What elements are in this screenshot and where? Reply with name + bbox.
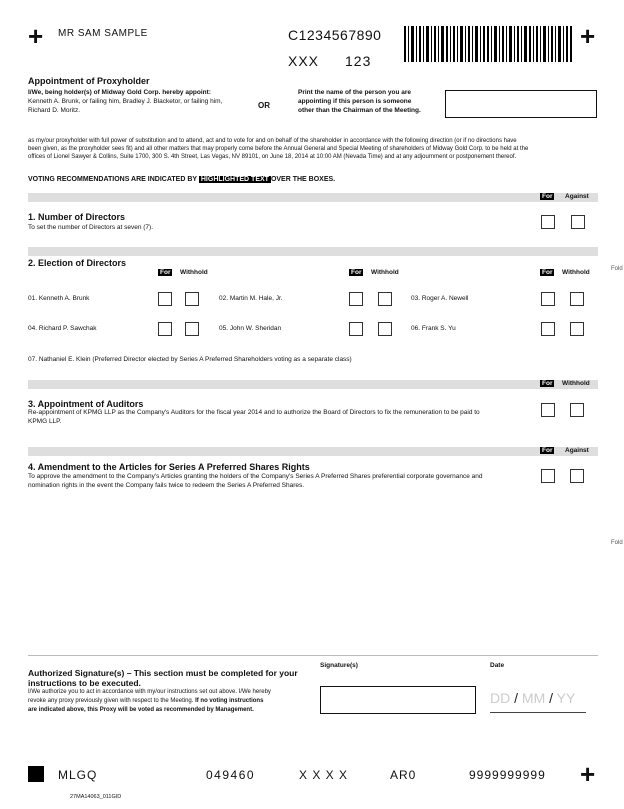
- signature-text-2a: revoke any proxy previously given with respect to the Meeting.: [28, 698, 194, 704]
- signature-divider: [28, 655, 598, 656]
- nominee-02: 02. Martin M. Hale, Jr.: [219, 295, 283, 302]
- nominee-05: 05. John W. Sheridan: [219, 325, 282, 332]
- r4-for-checkbox[interactable]: [541, 469, 555, 483]
- signature-input[interactable]: [320, 686, 476, 714]
- proxy-line2: Kenneth A. Brunk, or failing him, Bradley J. Blacketor, or failing him,: [28, 98, 223, 105]
- nominee-02-withhold-checkbox[interactable]: [378, 292, 392, 306]
- r4-desc2: nomination rights in the event the Company fails twice to redeem the Series A Preferred Shares.: [28, 482, 305, 489]
- band-r2: [28, 247, 598, 256]
- r3-desc2: KPMG LLP.: [28, 418, 62, 425]
- r2-col1-withhold-header: Withhold: [180, 269, 208, 276]
- barcode: [404, 26, 574, 62]
- footer-code-5: 9999999999: [469, 768, 546, 782]
- band-r3: [28, 380, 598, 389]
- print-name-1: Print the name of the person you are: [298, 89, 412, 96]
- r4-against-checkbox[interactable]: [570, 469, 584, 483]
- registration-mark-top-right: +: [580, 21, 596, 51]
- proxy-para2: been given, as the proxyholder sees fit) and all other matters that may properly come before the Annual General and Special Meeting of shareholders of Midway Gold Corp. to be held at the: [28, 146, 529, 152]
- proxy-line3: Richard D. Moritz.: [28, 107, 81, 114]
- control-number: C1234567890: [288, 27, 382, 43]
- footer-code-2: 049460: [206, 768, 256, 782]
- footer-code-3: X X X X: [299, 768, 349, 782]
- nominee-06-for-checkbox[interactable]: [541, 322, 555, 336]
- form-id: 27MA14063_011GID: [70, 794, 122, 800]
- proxy-para1: as my/our proxyholder with full power of substitution and to attend, act and to vote for and on behalf of the shareholder in accordance with the following direction (or if no directions have: [28, 138, 517, 144]
- nominee-03: 03. Roger A. Newell: [411, 295, 469, 302]
- signature-title-2: instructions to be executed.: [28, 678, 141, 688]
- code-right: 123: [345, 53, 372, 69]
- nominee-03-for-checkbox[interactable]: [541, 292, 555, 306]
- date-dd: DD: [490, 690, 511, 706]
- r4-against-header: Against: [565, 447, 589, 454]
- r3-withhold-header: Withhold: [562, 380, 590, 387]
- date-input[interactable]: [490, 690, 586, 713]
- print-name-3: other than the Chairman of the Meeting.: [298, 107, 421, 114]
- nominee-01-for-checkbox[interactable]: [158, 292, 172, 306]
- shareholder-name: MR SAM SAMPLE: [58, 28, 148, 39]
- band-r4: [28, 447, 598, 456]
- r2-col2-withhold-header: Withhold: [371, 269, 399, 276]
- signature-label: Signature(s): [320, 662, 358, 669]
- voting-recommendation: [28, 176, 335, 183]
- signature-text-1: I/We authorize you to act in accordance with my/our instructions set out above. I/We hereby: [28, 689, 271, 695]
- signature-text-2: [28, 698, 263, 704]
- footer-square-mark: [28, 766, 44, 782]
- proxy-para3: offices of Lionel Sawyer & Collins, Suite 1700, 300 S. 4th Street, Las Vegas, NV 89101, on June 18, 2014 at 10:00 AM (Nevada Time) and at any adjournment or postponement thereof.: [28, 154, 517, 160]
- r1-against-checkbox[interactable]: [571, 215, 585, 229]
- nominee-06-withhold-checkbox[interactable]: [570, 322, 584, 336]
- print-name-2: appointing if this person is someone: [298, 98, 412, 105]
- registration-mark-top-left: +: [28, 21, 44, 51]
- r3-for-checkbox[interactable]: [541, 403, 555, 417]
- r1-against-header: Against: [565, 193, 589, 200]
- nominee-03-withhold-checkbox[interactable]: [570, 292, 584, 306]
- voting-rec-suffix: OVER THE BOXES.: [270, 176, 336, 183]
- r1-desc: To set the number of Directors at seven (7).: [28, 224, 153, 231]
- fold-label-1: Fold: [611, 266, 623, 272]
- nominee-02-for-checkbox[interactable]: [349, 292, 363, 306]
- voting-rec-highlight: HIGHLIGHTED TEXT: [200, 176, 269, 183]
- nominee-04-for-checkbox[interactable]: [158, 322, 172, 336]
- nominee-06: 06. Frank S. Yu: [411, 325, 456, 332]
- voting-rec-prefix: VOTING RECOMMENDATIONS ARE INDICATED BY: [28, 176, 197, 183]
- proxy-title: Appointment of Proxyholder: [28, 76, 150, 86]
- nominee-04: 04. Richard P. Sawchak: [28, 325, 97, 332]
- r4-desc1: To approve the amendment to the Company's Articles granting the holders of the Company's Series A Preferred Shares preferential corporate governance and: [28, 473, 483, 480]
- r2-col1-for-header: For: [160, 269, 171, 276]
- signature-title-1: Authorized Signature(s) – This section must be completed for your: [28, 668, 298, 678]
- r2-title: 2. Election of Directors: [28, 258, 127, 268]
- or-label: OR: [258, 101, 270, 110]
- r4-for-header: For: [542, 447, 553, 454]
- r1-for-checkbox[interactable]: [541, 215, 555, 229]
- nominee-04-withhold-checkbox[interactable]: [185, 322, 199, 336]
- r2-col3-withhold-header: Withhold: [562, 269, 590, 276]
- date-yy: YY: [556, 690, 576, 706]
- proxy-line1: I/We, being holder(s) of Midway Gold Corp. hereby appoint:: [28, 89, 211, 96]
- r3-for-header: For: [542, 380, 553, 387]
- footer-code-1: MLGQ: [58, 768, 98, 782]
- signature-text-2b: If no voting instructions: [195, 698, 264, 704]
- date-slash-2: /: [549, 690, 554, 706]
- signature-text-3: are indicated above, this Proxy will be voted as recommended by Management.: [28, 707, 254, 713]
- band-r1: [28, 193, 598, 202]
- r3-title: 3. Appointment of Auditors: [28, 399, 144, 409]
- date-label: Date: [490, 662, 505, 669]
- nominee-05-withhold-checkbox[interactable]: [378, 322, 392, 336]
- r2-col2-for-header: For: [351, 269, 362, 276]
- registration-mark-bottom-right: +: [580, 759, 596, 789]
- nominee-07: 07. Nathaniel E. Klein (Preferred Director elected by Series A Preferred Shareholders voting as a separate class): [28, 356, 352, 363]
- code-left: XXX: [288, 53, 320, 69]
- nominee-01: 01. Kenneth A. Brunk: [28, 295, 90, 302]
- r1-title: 1. Number of Directors: [28, 212, 126, 222]
- r1-for-header: For: [542, 193, 553, 200]
- date-mm: MM: [521, 690, 546, 706]
- nominee-05-for-checkbox[interactable]: [349, 322, 363, 336]
- fold-label-2: Fold: [611, 540, 623, 546]
- date-slash-1: /: [514, 690, 519, 706]
- nominee-01-withhold-checkbox[interactable]: [185, 292, 199, 306]
- r3-desc1: Re-appointment of KPMG LLP as the Company's Auditors for the fiscal year 2014 and to authorize the Board of Directors to fix the remuneration to be paid to: [28, 409, 480, 416]
- footer-code-4: AR0: [390, 768, 417, 782]
- proxyholder-name-input[interactable]: [445, 90, 597, 118]
- r2-col3-for-header: For: [542, 269, 553, 276]
- r4-title: 4. Amendment to the Articles for Series A Preferred Shares Rights: [28, 462, 310, 472]
- r3-withhold-checkbox[interactable]: [570, 403, 584, 417]
